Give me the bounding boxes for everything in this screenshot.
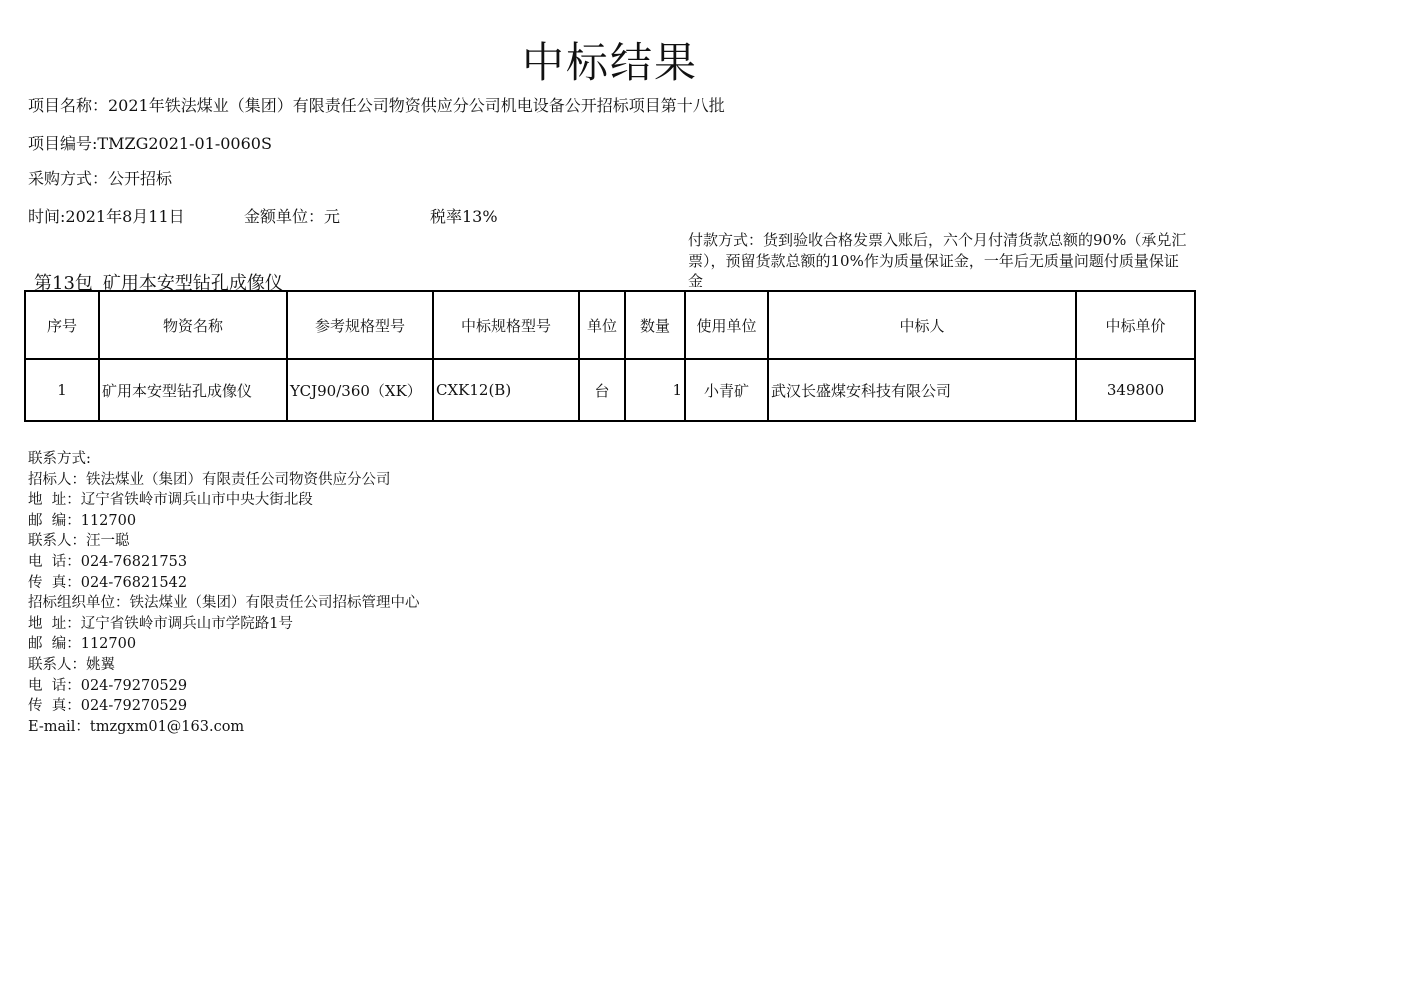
header-award-spec: 中标规格型号	[433, 291, 579, 359]
cell-winner: 武汉长盛煤安科技有限公司	[768, 359, 1076, 421]
payment-terms: 付款方式：货到验收合格发票入账后，六个月付清货款总额的90%（承兑汇票），预留货款总额的10%作为质量保证金，一年后无质量问题付质量保证金	[688, 231, 1187, 290]
cell-unit-price: 349800	[1076, 359, 1195, 421]
package-number: 第13包	[34, 273, 93, 294]
currency-unit: 金额单位：元	[244, 207, 341, 226]
header-winner: 中标人	[768, 291, 1076, 359]
agency: 招标组织单位：铁法煤业（集团）有限责任公司招标管理中心	[28, 595, 420, 612]
cell-quantity: 1	[625, 359, 685, 421]
agency-email: E-mail：tmzgxm01@163.com	[28, 718, 245, 735]
agency-contact-person: 联系人：姚翼	[28, 656, 115, 673]
award-date: 时间:2021年8月11日	[28, 207, 185, 226]
project-name: 项目名称：2021年铁法煤业（集团）有限责任公司物资供应分公司机电设备公开招标项目第十八批	[28, 96, 725, 115]
agency-phone: 电 话：024-79270529	[28, 677, 188, 694]
tenderer: 招标人：铁法煤业（集团）有限责任公司物资供应分公司	[28, 471, 391, 488]
cell-unit: 台	[579, 359, 625, 421]
page-title: 中标结果	[521, 38, 698, 87]
header-unit-price: 中标单价	[1076, 291, 1195, 359]
cell-index: 1	[25, 359, 99, 421]
procurement-method: 采购方式：公开招标	[28, 169, 173, 188]
result-table	[24, 290, 1196, 422]
tax-rate: 税率13%	[430, 207, 498, 226]
cell-item-name: 矿用本安型钻孔成像仪	[99, 359, 287, 421]
agency-address: 地 址：辽宁省铁岭市调兵山市学院路1号	[28, 615, 293, 632]
tenderer-postcode: 邮 编：112700	[28, 512, 137, 529]
tenderer-contact-person: 联系人：汪一聪	[28, 533, 130, 550]
contact-heading: 联系方式:	[28, 451, 91, 467]
table-header-row	[25, 291, 1195, 359]
package-name: 矿用本安型钻孔成像仪	[102, 273, 283, 294]
header-quantity: 数量	[625, 291, 685, 359]
cell-user-unit: 小青矿	[685, 359, 768, 421]
header-unit: 单位	[579, 291, 625, 359]
header-user-unit: 使用单位	[685, 291, 768, 359]
header-index: 序号	[25, 291, 99, 359]
agency-fax: 传 真：024-79270529	[28, 698, 188, 715]
agency-postcode: 邮 编：112700	[28, 636, 137, 653]
tenderer-fax: 传 真：024-76821542	[28, 574, 188, 591]
contact-info	[28, 449, 420, 737]
header-ref-spec: 参考规格型号	[287, 291, 433, 359]
project-code: 项目编号:TMZG2021-01-0060S	[28, 134, 272, 153]
tenderer-phone: 电 话：024-76821753	[28, 553, 188, 570]
tenderer-address: 地 址：辽宁省铁岭市调兵山市中央大街北段	[28, 492, 313, 509]
cell-ref-spec: YCJ90/360（XK）	[287, 359, 433, 421]
cell-award-spec: CXK12(B)	[433, 359, 579, 421]
header-item-name: 物资名称	[99, 291, 287, 359]
table-row	[25, 359, 1195, 421]
